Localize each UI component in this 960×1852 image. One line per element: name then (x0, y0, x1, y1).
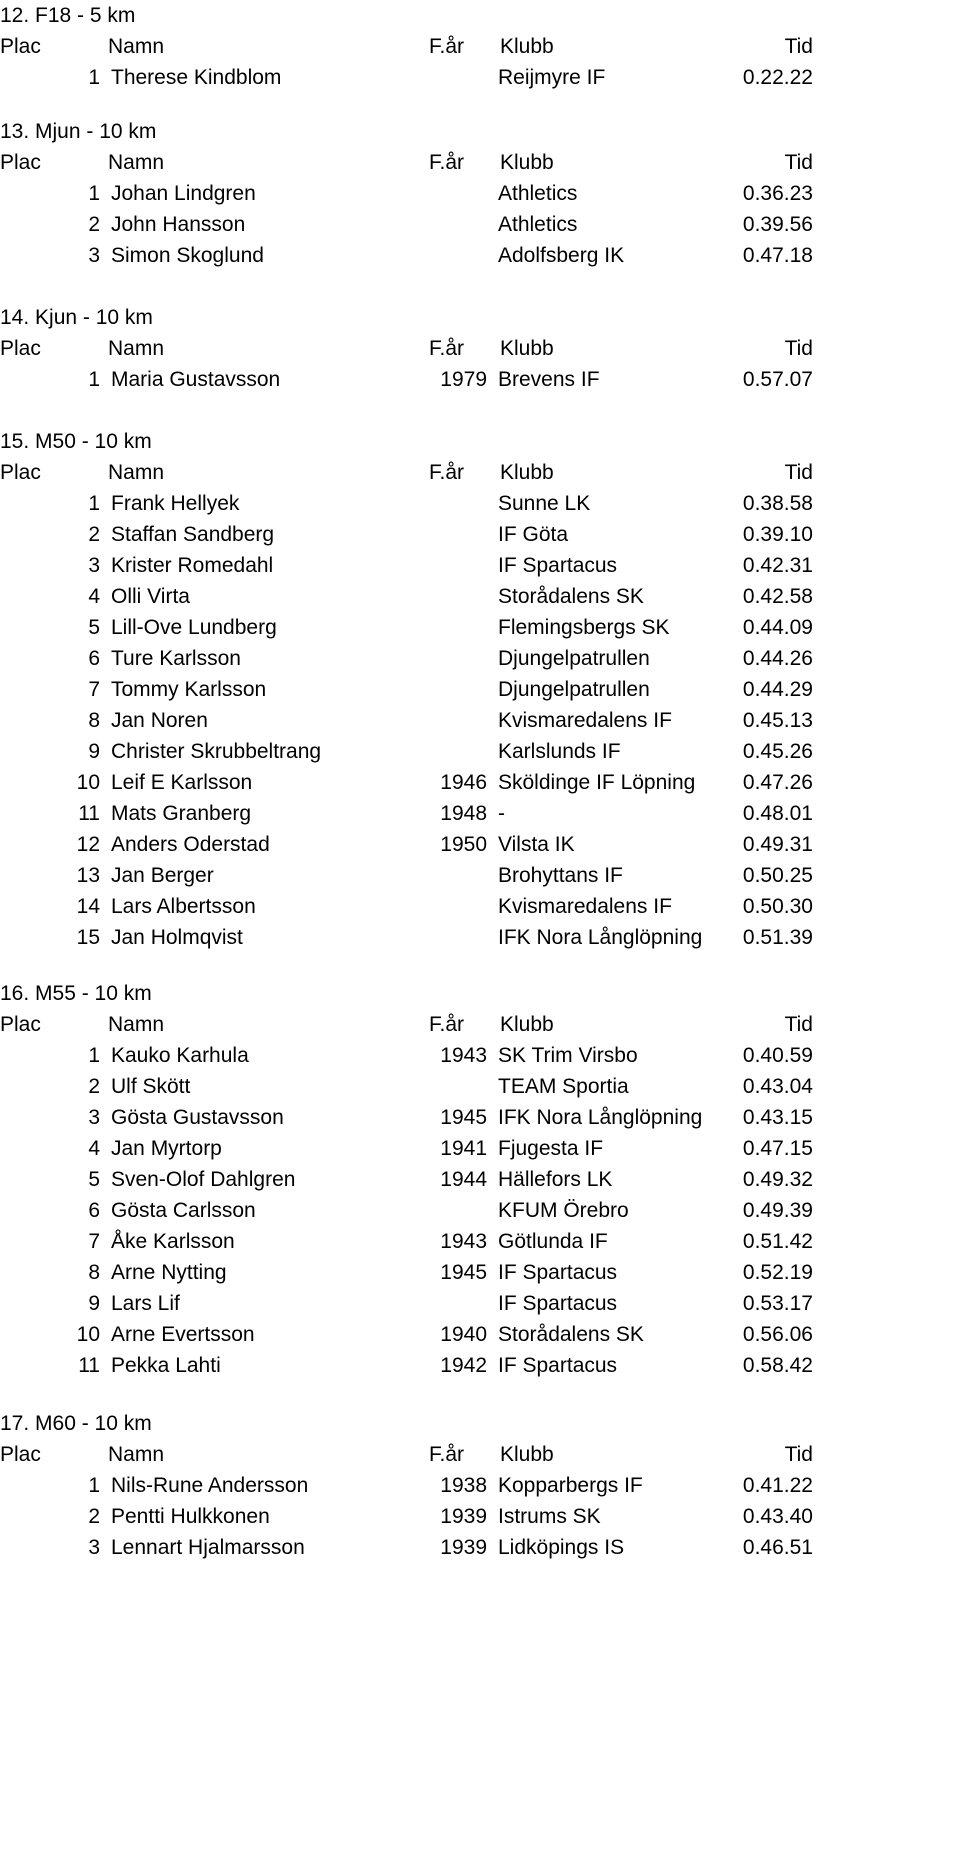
cell-tid: 0.42.31 (742, 554, 813, 577)
cell-plac: 5 (88, 1168, 100, 1191)
cell-tid: 0.49.32 (742, 1168, 813, 1191)
cell-namn: Simon Skoglund (111, 244, 264, 267)
cell-klubb: IF Spartacus (498, 554, 618, 577)
cell-tid: 0.47.26 (742, 771, 813, 794)
cell-klubb: Kopparbergs IF (498, 1474, 643, 1497)
table-row (0, 1532, 960, 1563)
cell-namn: Lennart Hjalmarsson (111, 1536, 305, 1559)
cell-namn: Maria Gustavsson (111, 368, 281, 391)
cell-namn: Gösta Gustavsson (111, 1106, 284, 1129)
cell-tid: 0.47.18 (742, 244, 813, 267)
table-row (0, 674, 960, 705)
cell-namn: Johan Lindgren (111, 182, 256, 205)
section-title: 12. F18 - 5 km (0, 4, 136, 27)
table-row (0, 1164, 960, 1195)
section-title-line (0, 0, 960, 31)
cell-plac: 8 (88, 709, 100, 732)
cell-klubb: Storådalens SK (498, 585, 644, 608)
cell-plac: 1 (88, 368, 100, 391)
cell-plac: 2 (88, 213, 100, 236)
cell-tid: 0.51.42 (742, 1230, 813, 1253)
header-namn: Namn (108, 151, 165, 174)
cell-klubb: Flemingsbergs SK (498, 616, 670, 639)
header-tid: Tid (784, 461, 813, 484)
section-title-line (0, 978, 960, 1009)
cell-namn: Pekka Lahti (111, 1354, 221, 1377)
cell-plac: 7 (88, 678, 100, 701)
cell-tid: 0.53.17 (742, 1292, 813, 1315)
cell-klubb: Reijmyre IF (498, 66, 606, 89)
section-title-line (0, 1408, 960, 1439)
cell-tid: 0.49.31 (742, 833, 813, 856)
column-header-row (0, 147, 960, 178)
cell-plac: 1 (88, 1044, 100, 1067)
column-header-row (0, 1439, 960, 1470)
table-row (0, 922, 960, 953)
cell-klubb: Lidköpings IS (498, 1536, 625, 1559)
cell-tid: 0.44.09 (742, 616, 813, 639)
section-title: 14. Kjun - 10 km (0, 306, 153, 329)
cell-namn: Krister Romedahl (111, 554, 274, 577)
section-title: 15. M50 - 10 km (0, 430, 152, 453)
cell-plac: 8 (88, 1261, 100, 1284)
cell-tid: 0.44.29 (742, 678, 813, 701)
table-row (0, 550, 960, 581)
cell-tid: 0.38.58 (742, 492, 813, 515)
cell-klubb: SK Trim Virsbo (498, 1044, 638, 1067)
header-plac: Plac (0, 337, 41, 360)
table-row (0, 705, 960, 736)
cell-namn: Åke Karlsson (111, 1230, 235, 1253)
column-header-row (0, 333, 960, 364)
section-title: 13. Mjun - 10 km (0, 120, 157, 143)
table-row (0, 581, 960, 612)
cell-namn: Anders Oderstad (111, 833, 270, 856)
cell-namn: Therese Kindblom (111, 66, 282, 89)
cell-far: 1939 (440, 1505, 487, 1528)
cell-tid: 0.45.13 (742, 709, 813, 732)
cell-far: 1946 (440, 771, 487, 794)
table-row (0, 488, 960, 519)
cell-namn: Jan Berger (111, 864, 214, 887)
cell-namn: Arne Evertsson (111, 1323, 255, 1346)
cell-plac: 9 (88, 1292, 100, 1315)
cell-far: 1940 (440, 1323, 487, 1346)
cell-klubb: Djungelpatrullen (498, 678, 650, 701)
section-title-line (0, 302, 960, 333)
table-row (0, 62, 960, 93)
table-row (0, 1226, 960, 1257)
cell-klubb: Brohyttans IF (498, 864, 623, 887)
cell-far: 1938 (440, 1474, 487, 1497)
table-row (0, 798, 960, 829)
header-klubb: Klubb (500, 35, 554, 58)
header-klubb: Klubb (500, 461, 554, 484)
header-tid: Tid (784, 151, 813, 174)
table-row (0, 209, 960, 240)
header-namn: Namn (108, 461, 165, 484)
cell-namn: John Hansson (111, 213, 246, 236)
table-row (0, 1288, 960, 1319)
cell-klubb: Istrums SK (498, 1505, 601, 1528)
cell-plac: 9 (88, 740, 100, 763)
cell-plac: 2 (88, 1075, 100, 1098)
table-row (0, 1040, 960, 1071)
column-header-row (0, 31, 960, 62)
cell-far: 1943 (440, 1230, 487, 1253)
cell-namn: Jan Noren (111, 709, 208, 732)
cell-tid: 0.44.26 (742, 647, 813, 670)
header-tid: Tid (784, 35, 813, 58)
cell-namn: Ulf Skött (111, 1075, 191, 1098)
cell-tid: 0.58.42 (742, 1354, 813, 1377)
cell-plac: 1 (88, 66, 100, 89)
header-klubb: Klubb (500, 1013, 554, 1036)
cell-klubb: KFUM Örebro (498, 1199, 629, 1222)
cell-klubb: Sköldinge IF Löpning (498, 771, 696, 794)
table-row (0, 643, 960, 674)
table-row (0, 178, 960, 209)
header-far: F.år (429, 337, 465, 360)
cell-namn: Jan Holmqvist (111, 926, 243, 949)
table-row (0, 364, 960, 395)
cell-klubb: IF Göta (498, 523, 569, 546)
cell-plac: 3 (88, 244, 100, 267)
header-far: F.år (429, 35, 465, 58)
cell-plac: 3 (88, 554, 100, 577)
cell-plac: 13 (76, 864, 100, 887)
cell-klubb: Vilsta IK (498, 833, 575, 856)
section-title-line (0, 426, 960, 457)
cell-tid: 0.40.59 (742, 1044, 813, 1067)
cell-klubb: Brevens IF (498, 368, 600, 391)
header-namn: Namn (108, 35, 165, 58)
cell-namn: Lill-Ove Lundberg (111, 616, 277, 639)
table-row (0, 891, 960, 922)
cell-plac: 1 (88, 182, 100, 205)
cell-far: 1945 (440, 1106, 487, 1129)
cell-klubb: Fjugesta IF (498, 1137, 604, 1160)
table-row (0, 612, 960, 643)
header-tid: Tid (784, 1013, 813, 1036)
header-namn: Namn (108, 1443, 165, 1466)
cell-klubb: Storådalens SK (498, 1323, 644, 1346)
cell-tid: 0.39.56 (742, 213, 813, 236)
cell-namn: Leif E Karlsson (111, 771, 253, 794)
cell-tid: 0.43.40 (742, 1505, 813, 1528)
cell-namn: Frank Hellyek (111, 492, 240, 515)
cell-namn: Olli Virta (111, 585, 190, 608)
table-row (0, 1319, 960, 1350)
cell-plac: 1 (88, 492, 100, 515)
header-namn: Namn (108, 1013, 165, 1036)
cell-namn: Arne Nytting (111, 1261, 227, 1284)
header-tid: Tid (784, 337, 813, 360)
cell-far: 1979 (440, 368, 487, 391)
cell-tid: 0.43.04 (742, 1075, 813, 1098)
cell-plac: 12 (76, 833, 100, 856)
cell-plac: 3 (88, 1536, 100, 1559)
cell-klubb: Adolfsberg IK (498, 244, 625, 267)
cell-tid: 0.46.51 (742, 1536, 813, 1559)
table-row (0, 1501, 960, 1532)
cell-klubb: Sunne LK (498, 492, 591, 515)
cell-plac: 10 (76, 1323, 100, 1346)
cell-tid: 0.51.39 (742, 926, 813, 949)
header-far: F.år (429, 1013, 465, 1036)
cell-klubb: - (498, 802, 505, 825)
cell-namn: Lars Albertsson (111, 895, 256, 918)
table-row (0, 1133, 960, 1164)
header-namn: Namn (108, 337, 165, 360)
column-header-row (0, 1009, 960, 1040)
table-row (0, 1257, 960, 1288)
cell-namn: Kauko Karhula (111, 1044, 249, 1067)
table-row (0, 767, 960, 798)
header-klubb: Klubb (500, 337, 554, 360)
cell-klubb: IF Spartacus (498, 1292, 618, 1315)
cell-tid: 0.36.23 (742, 182, 813, 205)
header-tid: Tid (784, 1443, 813, 1466)
cell-klubb: Karlslunds IF (498, 740, 621, 763)
table-row (0, 1102, 960, 1133)
cell-klubb: Kvismaredalens IF (498, 709, 672, 732)
cell-plac: 6 (88, 647, 100, 670)
cell-klubb: Djungelpatrullen (498, 647, 650, 670)
table-row (0, 1470, 960, 1501)
cell-klubb: Kvismaredalens IF (498, 895, 672, 918)
cell-klubb: Athletics (498, 213, 578, 236)
cell-far: 1950 (440, 833, 487, 856)
table-row (0, 519, 960, 550)
cell-plac: 3 (88, 1106, 100, 1129)
cell-klubb: IF Spartacus (498, 1354, 618, 1377)
cell-namn: Nils-Rune Andersson (111, 1474, 309, 1497)
cell-namn: Tommy Karlsson (111, 678, 267, 701)
table-row (0, 829, 960, 860)
cell-plac: 15 (76, 926, 100, 949)
cell-far: 1942 (440, 1354, 487, 1377)
cell-namn: Gösta Carlsson (111, 1199, 256, 1222)
cell-plac: 11 (78, 1354, 100, 1377)
cell-klubb: IFK Nora Långlöpning (498, 926, 703, 949)
cell-plac: 11 (78, 802, 100, 825)
cell-plac: 1 (88, 1474, 100, 1497)
cell-klubb: Hällefors LK (498, 1168, 613, 1191)
cell-far: 1948 (440, 802, 487, 825)
cell-klubb: TEAM Sportia (498, 1075, 629, 1098)
table-row (0, 1195, 960, 1226)
cell-far: 1945 (440, 1261, 487, 1284)
cell-tid: 0.43.15 (742, 1106, 813, 1129)
section-title: 16. M55 - 10 km (0, 982, 152, 1005)
cell-tid: 0.50.25 (742, 864, 813, 887)
cell-namn: Staffan Sandberg (111, 523, 275, 546)
table-row (0, 1071, 960, 1102)
cell-tid: 0.50.30 (742, 895, 813, 918)
table-row (0, 240, 960, 271)
cell-namn: Lars Lif (111, 1292, 180, 1315)
header-plac: Plac (0, 461, 41, 484)
cell-plac: 2 (88, 523, 100, 546)
header-far: F.år (429, 461, 465, 484)
header-plac: Plac (0, 1013, 41, 1036)
cell-namn: Sven-Olof Dahlgren (111, 1168, 296, 1191)
table-row (0, 736, 960, 767)
table-row (0, 860, 960, 891)
cell-far: 1939 (440, 1536, 487, 1559)
cell-tid: 0.49.39 (742, 1199, 813, 1222)
header-far: F.år (429, 151, 465, 174)
cell-namn: Pentti Hulkkonen (111, 1505, 270, 1528)
cell-plac: 4 (88, 585, 100, 608)
cell-klubb: IF Spartacus (498, 1261, 618, 1284)
cell-plac: 6 (88, 1199, 100, 1222)
cell-klubb: Athletics (498, 182, 578, 205)
cell-namn: Ture Karlsson (111, 647, 241, 670)
section-title-line (0, 116, 960, 147)
header-far: F.år (429, 1443, 465, 1466)
cell-namn: Christer Skrubbeltrang (111, 740, 322, 763)
cell-tid: 0.45.26 (742, 740, 813, 763)
cell-far: 1941 (440, 1137, 487, 1160)
cell-plac: 14 (76, 895, 100, 918)
cell-tid: 0.39.10 (742, 523, 813, 546)
cell-namn: Mats Granberg (111, 802, 252, 825)
cell-tid: 0.48.01 (742, 802, 813, 825)
cell-tid: 0.56.06 (742, 1323, 813, 1346)
cell-klubb: Götlunda IF (498, 1230, 608, 1253)
table-row (0, 1350, 960, 1381)
section-title: 17. M60 - 10 km (0, 1412, 152, 1435)
cell-klubb: IFK Nora Långlöpning (498, 1106, 703, 1129)
cell-plac: 5 (88, 616, 100, 639)
cell-plac: 10 (76, 771, 100, 794)
column-header-row (0, 457, 960, 488)
header-klubb: Klubb (500, 1443, 554, 1466)
cell-tid: 0.42.58 (742, 585, 813, 608)
cell-namn: Jan Myrtorp (111, 1137, 222, 1160)
cell-plac: 2 (88, 1505, 100, 1528)
cell-tid: 0.41.22 (742, 1474, 813, 1497)
header-plac: Plac (0, 35, 41, 58)
cell-plac: 4 (88, 1137, 100, 1160)
cell-tid: 0.52.19 (742, 1261, 813, 1284)
cell-far: 1944 (440, 1168, 487, 1191)
cell-plac: 7 (88, 1230, 100, 1253)
cell-tid: 0.47.15 (742, 1137, 813, 1160)
header-plac: Plac (0, 151, 41, 174)
header-plac: Plac (0, 1443, 41, 1466)
cell-tid: 0.57.07 (742, 368, 813, 391)
cell-tid: 0.22.22 (742, 66, 813, 89)
header-klubb: Klubb (500, 151, 554, 174)
cell-far: 1943 (440, 1044, 487, 1067)
